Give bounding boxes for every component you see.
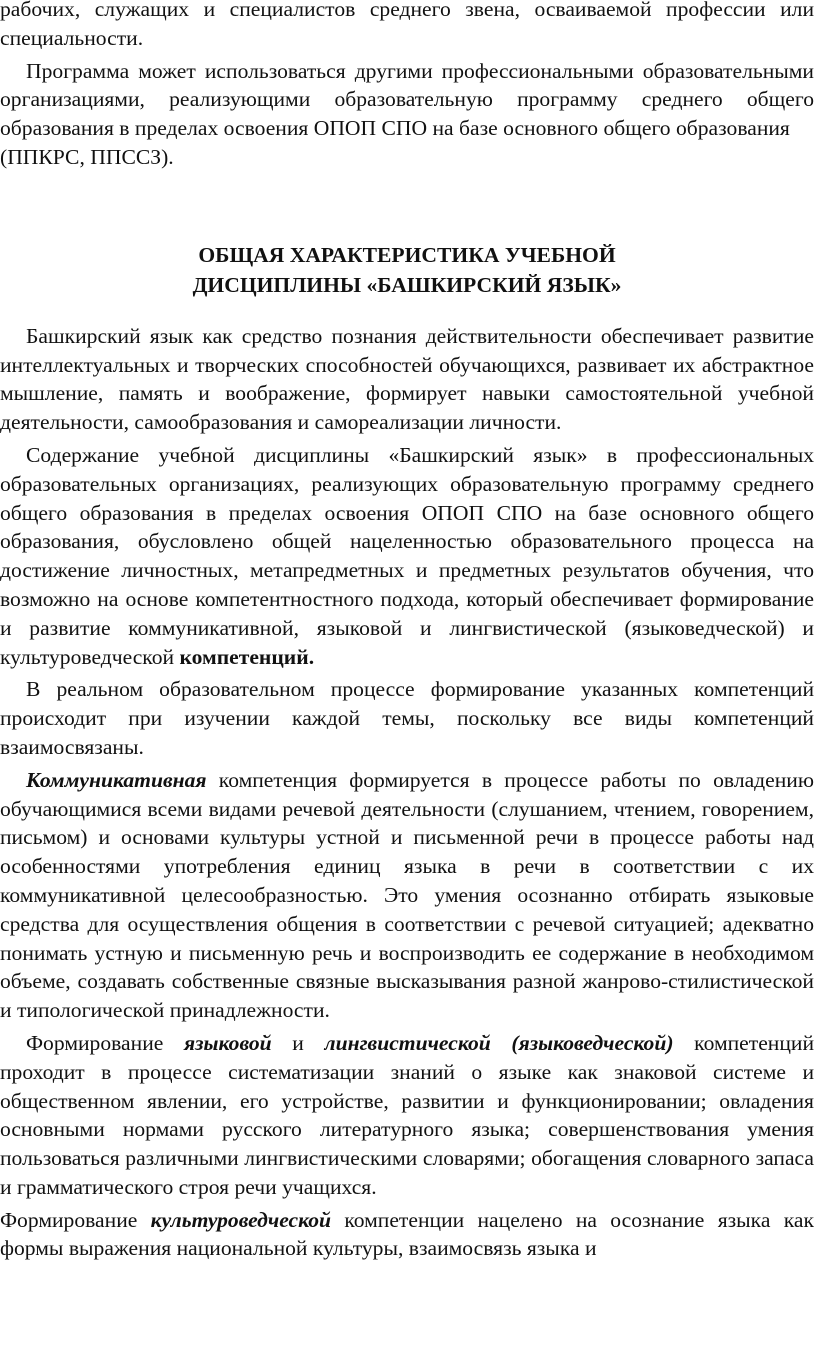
section-spacer	[0, 172, 814, 222]
paragraph-language-role: Башкирский язык как средство познания действительности обеспечивает развитие интеллектуальных и творческих способностей обучающихся, развивает их абстрактное мышление, память и воображение, формирует навыки самостоятельной учебной деятельности, самообразования и самореализации личности.	[0, 323, 814, 435]
paragraph-communicative-text: компетенция формируется в процессе работы по овладению обучающимися всеми видами речевой деятельности (слушанием, чтением, говорением, письмом) и основами культуры устной и письменной речи в процессе работы над особенностями употребления единиц языка в речи в соответствии с их коммуникативной целесообразностью. Это умения осознанно отбирать языковые средства для осуществления общения в соответствии с речевой ситуацией; адекватно понимать устную и письменную речь и воспроизводить ее содержание в необходимом объеме, создавать собственные связные высказывания разной жанрово-стилистической и типологической принадлежности.	[0, 767, 814, 1023]
bold-term-competencies: компетенций.	[179, 644, 315, 669]
paragraph-linguistic	[0, 1029, 814, 1202]
term-linguistic: лингвистической (языковедческой)	[324, 1030, 674, 1055]
paragraph-abbreviations: (ППКРС, ППССЗ).	[0, 144, 174, 169]
paragraph-competencies-process: В реальном образовательном процессе формирование указанных компетенций происходит при изучении каждой темы, поскольку все виды компетенций взаимосвязаны.	[0, 677, 814, 759]
paragraph-discipline-content	[0, 441, 814, 671]
term-language: языковой	[184, 1030, 272, 1055]
section-heading	[0, 240, 814, 300]
paragraph-communicative	[0, 766, 814, 1025]
paragraph-linguistic-start: Формирование	[26, 1030, 184, 1055]
paragraph-program-usage: Программа может использоваться другими профессиональными образовательными организациями, реализующими образовательную программу среднего общего образования в пределах освоения ОПОП СПО на базе основного общего образования	[0, 58, 814, 141]
conjunction-and: и	[271, 1030, 325, 1055]
section-heading-line1: ОБЩАЯ ХАРАКТЕРИСТИКА УЧЕБНОЙ	[198, 242, 616, 267]
section-heading-line2: ДИСЦИПЛИНЫ «БАШКИРСКИЙ ЯЗЫК»	[192, 272, 622, 297]
paragraph-cultural-start: Формирование	[0, 1207, 151, 1232]
term-communicative: Коммуникативная	[26, 767, 207, 792]
term-cultural: культуроведческой	[150, 1207, 332, 1232]
paragraph-continuation: рабочих, служащих и специалистов среднего звена, осваиваемой профессии или специальности.	[0, 0, 814, 50]
paragraph-cultural	[0, 1206, 814, 1264]
paragraph-cultural-text: компетенции нацелено на осознание языка как формы выражения национальной культуры, взаимосвязь языка и	[0, 1207, 814, 1261]
paragraph-discipline-content-text: Содержание учебной дисциплины «Башкирский язык» в профессиональных образовательных организациях, реализующих образовательную программу среднего общего образования в пределах освоения ОПОП СПО на базе основного общего образования, обусловлено общей нацеленностью образовательного процесса на достижение личностных, метапредметных и предметных результатов обучения, что возможно на основе компетентностного подхода, который обеспечивает формирование и развитие коммуникативной, языковой и лингвистической (языковедческой) и культуроведческой	[0, 442, 814, 669]
paragraph-linguistic-text: компетенций проходит в процессе систематизации знаний о языке как знаковой системе и общественном явлении, его устройстве, развитии и функционировании; овладения основными нормами русского литературного языка; совершенствования умения пользоваться различными лингвистическими словарями; обогащения словарного запаса и грамматического строя речи учащихся.	[0, 1030, 815, 1199]
